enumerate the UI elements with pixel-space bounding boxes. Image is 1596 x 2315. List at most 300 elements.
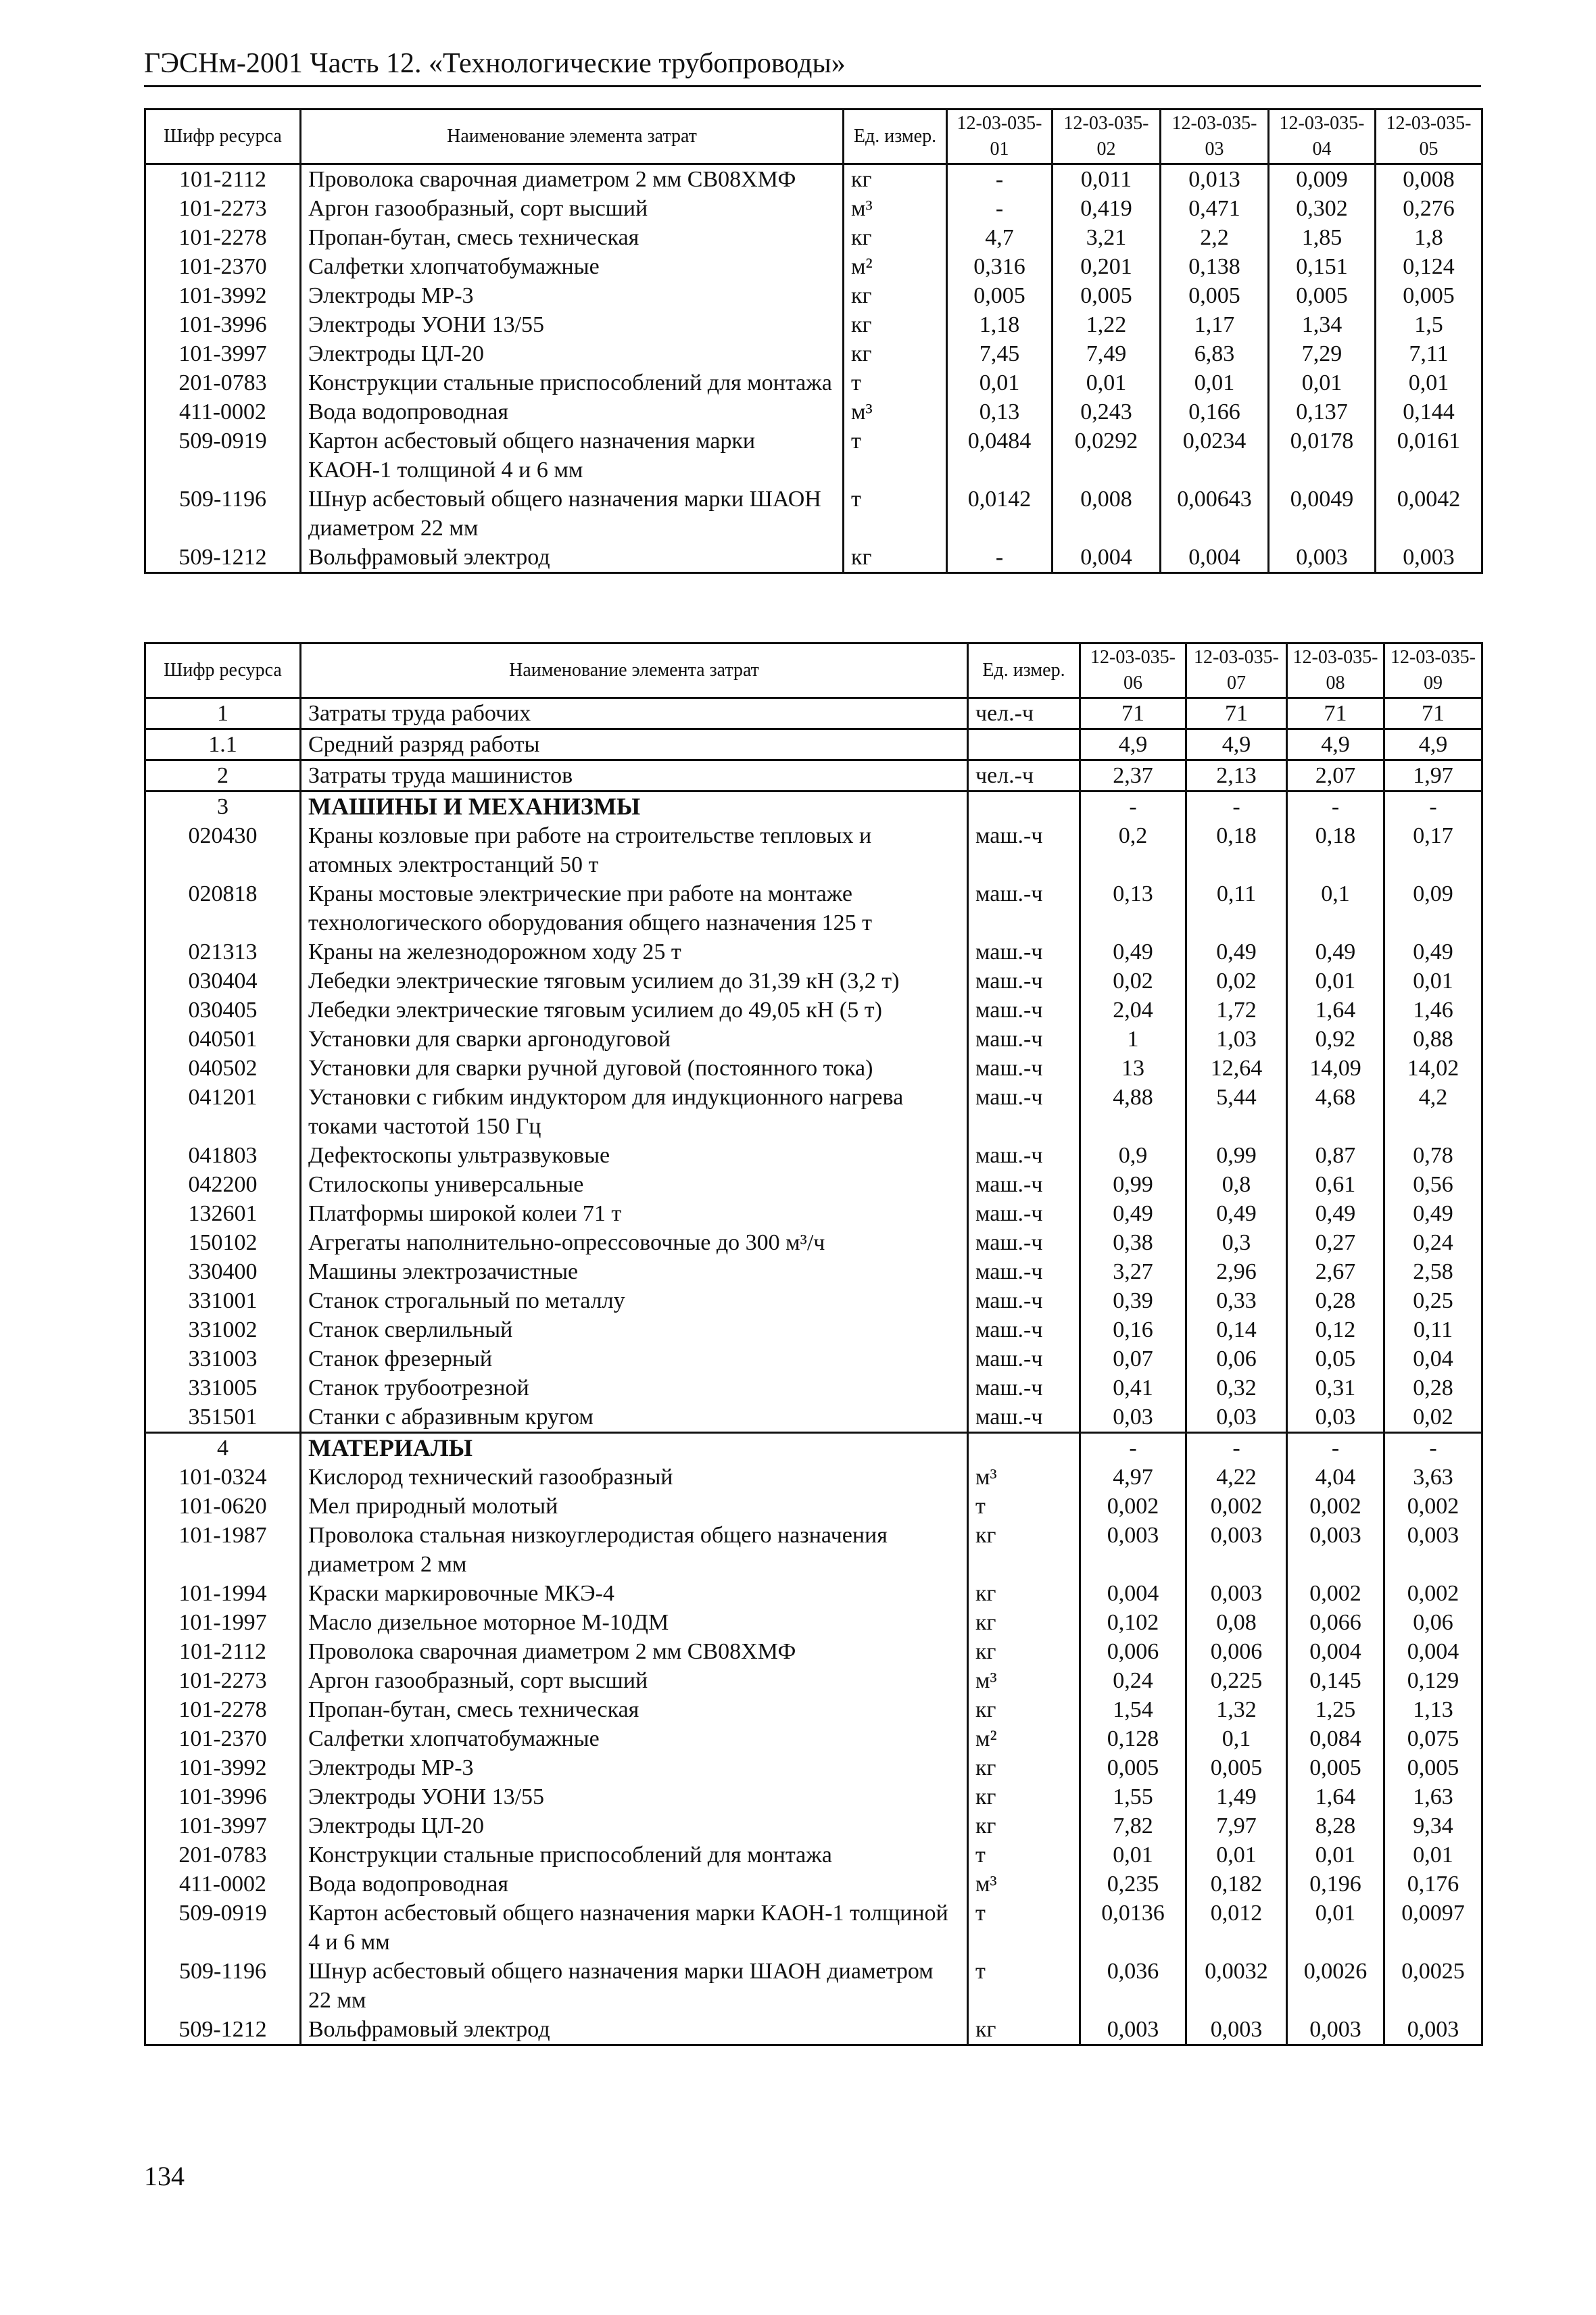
norm-value: 0,24 bbox=[1080, 1666, 1186, 1695]
cost-element-name: Лебедки электрические тяговым усилием до 49,05 кН (5 т) bbox=[301, 996, 968, 1025]
resource-code: 101-1994 bbox=[145, 1579, 301, 1608]
norm-value: 4,22 bbox=[1186, 1463, 1287, 1492]
resource-code: 040502 bbox=[145, 1054, 301, 1083]
table-row bbox=[145, 1286, 1482, 1315]
unit-of-measure: маш.-ч bbox=[968, 1257, 1080, 1286]
norm-value: 0,16 bbox=[1080, 1315, 1186, 1344]
norm-value: 0,01 bbox=[1287, 967, 1384, 996]
norm-value: 3,27 bbox=[1080, 1257, 1186, 1286]
norm-value: 1,18 bbox=[947, 310, 1053, 339]
norm-value: 0,56 bbox=[1384, 1170, 1482, 1199]
norm-value: 0,003 bbox=[1287, 2015, 1384, 2045]
norm-value: 0,137 bbox=[1269, 397, 1376, 427]
table-row bbox=[145, 1083, 1482, 1141]
norm-value: 0,0292 bbox=[1053, 427, 1161, 485]
cost-element-name: Краны мостовые электрические при работе на монтаже технологического оборудования общего назначения 125 т bbox=[301, 879, 968, 937]
norm-value: 2,96 bbox=[1186, 1257, 1287, 1286]
unit-of-measure: т bbox=[844, 368, 947, 397]
cost-element-name: Пропан-бутан, смесь техническая bbox=[301, 1695, 968, 1724]
unit-of-measure: кг bbox=[968, 1579, 1080, 1608]
norm-value: 0,002 bbox=[1287, 1579, 1384, 1608]
cost-element-name: Проволока сварочная диаметром 2 мм СВ08ХМФ bbox=[301, 164, 844, 195]
cost-element-name: Станок фрезерный bbox=[301, 1344, 968, 1373]
norm-value: 14,09 bbox=[1287, 1054, 1384, 1083]
norm-value: 0,243 bbox=[1053, 397, 1161, 427]
norm-value: 0,151 bbox=[1269, 252, 1376, 281]
norm-value: 8,28 bbox=[1287, 1811, 1384, 1841]
cost-element-name: Электроды МР-3 bbox=[301, 1753, 968, 1782]
norm-value: 0,49 bbox=[1186, 937, 1287, 967]
unit-of-measure: м² bbox=[968, 1724, 1080, 1753]
cost-element-name: Электроды УОНИ 13/55 bbox=[301, 1782, 968, 1811]
table-row bbox=[145, 937, 1482, 967]
norm-value: - bbox=[1384, 1433, 1482, 1463]
resource-code: 4 bbox=[145, 1433, 301, 1463]
table-row bbox=[145, 1579, 1482, 1608]
table-row bbox=[145, 164, 1482, 195]
table-row bbox=[145, 1841, 1482, 1870]
unit-of-measure: м³ bbox=[968, 1666, 1080, 1695]
norm-value: 1,34 bbox=[1269, 310, 1376, 339]
norm-value: 0,00643 bbox=[1161, 485, 1269, 543]
norm-value: 0,182 bbox=[1186, 1870, 1287, 1899]
norm-value: 0,01 bbox=[1080, 1841, 1186, 1870]
cost-element-name: Электроды МР-3 bbox=[301, 281, 844, 310]
norm-value: 1,49 bbox=[1186, 1782, 1287, 1811]
norm-value: 0,17 bbox=[1384, 821, 1482, 879]
norm-value: 0,01 bbox=[947, 368, 1053, 397]
norm-value: 7,97 bbox=[1186, 1811, 1287, 1841]
norm-value: 71 bbox=[1287, 698, 1384, 729]
unit-of-measure: кг bbox=[968, 1521, 1080, 1579]
norm-value: 0,005 bbox=[947, 281, 1053, 310]
norm-value: 0,144 bbox=[1376, 397, 1482, 427]
norm-value: 0,003 bbox=[1384, 2015, 1482, 2045]
table-row bbox=[145, 1695, 1482, 1724]
unit-of-measure: т bbox=[844, 485, 947, 543]
norm-value: 0,0042 bbox=[1376, 485, 1482, 543]
table-row bbox=[145, 1025, 1482, 1054]
norm-value: 0,01 bbox=[1269, 368, 1376, 397]
column-header: Наименование элемента затрат bbox=[301, 643, 968, 698]
norm-value: 0,075 bbox=[1384, 1724, 1482, 1753]
norm-value: 12,64 bbox=[1186, 1054, 1287, 1083]
unit-of-measure: маш.-ч bbox=[968, 1199, 1080, 1228]
norm-value: 4,9 bbox=[1287, 729, 1384, 760]
norm-value: 4,2 bbox=[1384, 1083, 1482, 1141]
table-row bbox=[145, 397, 1482, 427]
resource-code: 1.1 bbox=[145, 729, 301, 760]
table-row bbox=[145, 339, 1482, 368]
norm-value: 0,32 bbox=[1186, 1373, 1287, 1403]
cost-element-name: Платформы широкой колеи 71 т bbox=[301, 1199, 968, 1228]
norm-value: 0,006 bbox=[1186, 1637, 1287, 1666]
table-row bbox=[145, 223, 1482, 252]
norm-value: 0,01 bbox=[1384, 967, 1482, 996]
resource-code: 150102 bbox=[145, 1228, 301, 1257]
unit-of-measure: маш.-ч bbox=[968, 1403, 1080, 1433]
norm-value: 1,97 bbox=[1384, 760, 1482, 791]
cost-element-name: Салфетки хлопчатобумажные bbox=[301, 1724, 968, 1753]
norm-value: 0,012 bbox=[1186, 1899, 1287, 1957]
norm-value: 2,2 bbox=[1161, 223, 1269, 252]
norm-value: 0,12 bbox=[1287, 1315, 1384, 1344]
resource-code: 509-1196 bbox=[145, 485, 301, 543]
unit-of-measure: маш.-ч bbox=[968, 1141, 1080, 1170]
norm-value: 0,0097 bbox=[1384, 1899, 1482, 1957]
norm-value: 1,25 bbox=[1287, 1695, 1384, 1724]
table-row bbox=[145, 1141, 1482, 1170]
column-header: Шифр ресурса bbox=[145, 643, 301, 698]
unit-of-measure: маш.-ч bbox=[968, 1373, 1080, 1403]
norm-value: 7,45 bbox=[947, 339, 1053, 368]
unit-of-measure bbox=[968, 791, 1080, 822]
cost-element-name: Вода водопроводная bbox=[301, 397, 844, 427]
norm-value: 0,008 bbox=[1376, 164, 1482, 195]
table-row bbox=[145, 1753, 1482, 1782]
norm-value: 7,29 bbox=[1269, 339, 1376, 368]
norm-value: 0,002 bbox=[1384, 1492, 1482, 1521]
norm-value: 0,01 bbox=[1376, 368, 1482, 397]
cost-element-name: Аргон газообразный, сорт высший bbox=[301, 194, 844, 223]
unit-of-measure: маш.-ч bbox=[968, 996, 1080, 1025]
table-row bbox=[145, 879, 1482, 937]
unit-of-measure: маш.-ч bbox=[968, 1025, 1080, 1054]
norm-value: 0,03 bbox=[1186, 1403, 1287, 1433]
norm-value: 0,005 bbox=[1186, 1753, 1287, 1782]
norm-value: 0,87 bbox=[1287, 1141, 1384, 1170]
column-header: 12-03-035-01 bbox=[947, 109, 1053, 164]
norm-value: 0,39 bbox=[1080, 1286, 1186, 1315]
table-row bbox=[145, 1463, 1482, 1492]
norm-value: 3,63 bbox=[1384, 1463, 1482, 1492]
norm-value: 0,33 bbox=[1186, 1286, 1287, 1315]
norm-value: 0,004 bbox=[1053, 543, 1161, 573]
norm-value: 1,32 bbox=[1186, 1695, 1287, 1724]
norm-value: 0,003 bbox=[1384, 1521, 1482, 1579]
norm-value: 0,005 bbox=[1269, 281, 1376, 310]
cost-element-name: МАШИНЫ И МЕХАНИЗМЫ bbox=[301, 791, 968, 822]
norm-value: 0,31 bbox=[1287, 1373, 1384, 1403]
unit-of-measure: м² bbox=[844, 252, 947, 281]
norm-value: 0,05 bbox=[1287, 1344, 1384, 1373]
resource-code: 101-2112 bbox=[145, 164, 301, 195]
norm-value: 0,004 bbox=[1161, 543, 1269, 573]
table-row bbox=[145, 1344, 1482, 1373]
norm-value: 0,01 bbox=[1161, 368, 1269, 397]
cost-element-name: Дефектоскопы ультразвуковые bbox=[301, 1141, 968, 1170]
norm-value: 0,005 bbox=[1287, 1753, 1384, 1782]
table-row bbox=[145, 1199, 1482, 1228]
resource-code: 101-3992 bbox=[145, 1753, 301, 1782]
unit-of-measure: маш.-ч bbox=[968, 821, 1080, 879]
norm-value: 0,09 bbox=[1384, 879, 1482, 937]
cost-element-name: Установки с гибким индуктором для индукционного нагрева токами частотой 150 Гц bbox=[301, 1083, 968, 1141]
resource-code: 331001 bbox=[145, 1286, 301, 1315]
norm-value: - bbox=[1080, 1433, 1186, 1463]
norm-value: 0,07 bbox=[1080, 1344, 1186, 1373]
cost-element-name: Электроды ЦЛ-20 bbox=[301, 1811, 968, 1841]
norm-value: 1,54 bbox=[1080, 1695, 1186, 1724]
cost-element-name: Масло дизельное моторное М-10ДМ bbox=[301, 1608, 968, 1637]
norm-value: 0,004 bbox=[1384, 1637, 1482, 1666]
cost-element-name: Затраты труда рабочих bbox=[301, 698, 968, 729]
norm-value: 13 bbox=[1080, 1054, 1186, 1083]
resource-code: 330400 bbox=[145, 1257, 301, 1286]
norm-value: 0,49 bbox=[1080, 1199, 1186, 1228]
norm-value: 0,003 bbox=[1186, 1579, 1287, 1608]
norm-value: 0,99 bbox=[1080, 1170, 1186, 1199]
norm-value: 0,41 bbox=[1080, 1373, 1186, 1403]
table-row bbox=[145, 1170, 1482, 1199]
norm-value: 0,003 bbox=[1376, 543, 1482, 573]
norm-value: 0,28 bbox=[1287, 1286, 1384, 1315]
resource-code: 2 bbox=[145, 760, 301, 791]
resource-code: 041803 bbox=[145, 1141, 301, 1170]
norm-value: 0,38 bbox=[1080, 1228, 1186, 1257]
unit-of-measure: маш.-ч bbox=[968, 1054, 1080, 1083]
unit-of-measure: маш.-ч bbox=[968, 1228, 1080, 1257]
cost-element-name: Электроды УОНИ 13/55 bbox=[301, 310, 844, 339]
norm-value: 0,0178 bbox=[1269, 427, 1376, 485]
cost-element-name: Установки для сварки ручной дуговой (постоянного тока) bbox=[301, 1054, 968, 1083]
norm-value: 0,0025 bbox=[1384, 1957, 1482, 2015]
norm-value: 1 bbox=[1080, 1025, 1186, 1054]
unit-of-measure: маш.-ч bbox=[968, 1344, 1080, 1373]
norm-value: 1,5 bbox=[1376, 310, 1482, 339]
resource-code: 020818 bbox=[145, 879, 301, 937]
table-row bbox=[145, 1870, 1482, 1899]
norm-value: 0,99 bbox=[1186, 1141, 1287, 1170]
unit-of-measure: маш.-ч bbox=[968, 967, 1080, 996]
table-row bbox=[145, 996, 1482, 1025]
unit-of-measure: кг bbox=[968, 1753, 1080, 1782]
unit-of-measure: кг bbox=[968, 2015, 1080, 2045]
norm-value: 0,005 bbox=[1376, 281, 1482, 310]
norm-value: 0,28 bbox=[1384, 1373, 1482, 1403]
norm-value: 0,02 bbox=[1186, 967, 1287, 996]
norm-value: 0,0484 bbox=[947, 427, 1053, 485]
section-row bbox=[145, 791, 1482, 822]
table-row bbox=[145, 2015, 1482, 2045]
norm-value: 2,58 bbox=[1384, 1257, 1482, 1286]
unit-of-measure: маш.-ч bbox=[968, 1286, 1080, 1315]
cost-element-name: Краны на железнодорожном ходу 25 т bbox=[301, 937, 968, 967]
resource-code: 101-1997 bbox=[145, 1608, 301, 1637]
norm-value: 0,225 bbox=[1186, 1666, 1287, 1695]
norm-value: 0,005 bbox=[1080, 1753, 1186, 1782]
norm-value: 2,37 bbox=[1080, 760, 1186, 791]
norm-value: 4,97 bbox=[1080, 1463, 1186, 1492]
norm-value: - bbox=[1287, 791, 1384, 822]
unit-of-measure: маш.-ч bbox=[968, 937, 1080, 967]
header-rule bbox=[144, 85, 1481, 87]
norm-value: 0,49 bbox=[1384, 1199, 1482, 1228]
norm-value: 0,08 bbox=[1186, 1608, 1287, 1637]
norm-value: 0,009 bbox=[1269, 164, 1376, 195]
table-row bbox=[145, 821, 1482, 879]
unit-of-measure: кг bbox=[968, 1637, 1080, 1666]
norm-value: 0,011 bbox=[1053, 164, 1161, 195]
column-header: Шифр ресурса bbox=[145, 109, 301, 164]
table-row bbox=[145, 1492, 1482, 1521]
unit-of-measure: кг bbox=[844, 339, 947, 368]
norm-value: 0,0136 bbox=[1080, 1899, 1186, 1957]
cost-element-name: Вольфрамовый электрод bbox=[301, 543, 844, 573]
resource-code: 101-2278 bbox=[145, 1695, 301, 1724]
norm-value: 0,002 bbox=[1186, 1492, 1287, 1521]
norm-value: 4,68 bbox=[1287, 1083, 1384, 1141]
norm-value: 1,55 bbox=[1080, 1782, 1186, 1811]
column-header: 12-03-035-04 bbox=[1269, 109, 1376, 164]
column-header: 12-03-035-08 bbox=[1287, 643, 1384, 698]
section-row bbox=[145, 1433, 1482, 1463]
resource-code: 509-0919 bbox=[145, 1899, 301, 1957]
norm-value: 1,03 bbox=[1186, 1025, 1287, 1054]
norm-value: 0,01 bbox=[1384, 1841, 1482, 1870]
cost-element-name: Станок строгальный по металлу bbox=[301, 1286, 968, 1315]
norm-value: 6,83 bbox=[1161, 339, 1269, 368]
unit-of-measure: кг bbox=[844, 543, 947, 573]
resource-code: 331003 bbox=[145, 1344, 301, 1373]
norm-value: 0,49 bbox=[1080, 937, 1186, 967]
column-header: 12-03-035-02 bbox=[1053, 109, 1161, 164]
resource-code: 030405 bbox=[145, 996, 301, 1025]
cost-element-name: Краски маркировочные МКЭ-4 bbox=[301, 1579, 968, 1608]
resource-code: 041201 bbox=[145, 1083, 301, 1141]
table-row bbox=[145, 427, 1482, 485]
column-header: Ед. измер. bbox=[968, 643, 1080, 698]
resource-code: 101-3997 bbox=[145, 339, 301, 368]
norm-value: 0,128 bbox=[1080, 1724, 1186, 1753]
resource-code: 509-1212 bbox=[145, 2015, 301, 2045]
norm-value: 0,49 bbox=[1287, 937, 1384, 967]
resource-code: 101-3997 bbox=[145, 1811, 301, 1841]
table-row bbox=[145, 729, 1482, 760]
table-header-row bbox=[145, 643, 1482, 698]
norm-value: 0,03 bbox=[1080, 1403, 1186, 1433]
norm-value: 0,9 bbox=[1080, 1141, 1186, 1170]
norm-value: 0,002 bbox=[1080, 1492, 1186, 1521]
norm-value: 14,02 bbox=[1384, 1054, 1482, 1083]
norm-value: 0,002 bbox=[1384, 1579, 1482, 1608]
norm-value: 0,27 bbox=[1287, 1228, 1384, 1257]
resource-code: 331002 bbox=[145, 1315, 301, 1344]
norm-value: - bbox=[947, 194, 1053, 223]
norm-value: 0,124 bbox=[1376, 252, 1482, 281]
norm-value: 0,1 bbox=[1186, 1724, 1287, 1753]
norm-value: 0,0234 bbox=[1161, 427, 1269, 485]
column-header: Ед. измер. bbox=[844, 109, 947, 164]
resource-code: 101-3992 bbox=[145, 281, 301, 310]
cost-element-name: Картон асбестовый общего назначения марки КАОН-1 толщиной 4 и 6 мм bbox=[301, 427, 844, 485]
norm-value: 0,8 bbox=[1186, 1170, 1287, 1199]
norm-value: 1,85 bbox=[1269, 223, 1376, 252]
norm-value: 0,18 bbox=[1287, 821, 1384, 879]
cost-element-name: Конструкции стальные приспособлений для монтажа bbox=[301, 1841, 968, 1870]
resource-code: 3 bbox=[145, 791, 301, 822]
unit-of-measure: маш.-ч bbox=[968, 1315, 1080, 1344]
norm-value: 0,0142 bbox=[947, 485, 1053, 543]
cost-element-name: Пропан-бутан, смесь техническая bbox=[301, 223, 844, 252]
table-row bbox=[145, 1666, 1482, 1695]
cost-element-name: Машины электрозачистные bbox=[301, 1257, 968, 1286]
norm-value: 0,471 bbox=[1161, 194, 1269, 223]
unit-of-measure: т bbox=[968, 1957, 1080, 2015]
cost-element-name: Салфетки хлопчатобумажные bbox=[301, 252, 844, 281]
norm-value: 1,17 bbox=[1161, 310, 1269, 339]
resource-code: 411-0002 bbox=[145, 397, 301, 427]
resource-code: 101-2273 bbox=[145, 194, 301, 223]
table-row bbox=[145, 1899, 1482, 1957]
norm-value: 0,88 bbox=[1384, 1025, 1482, 1054]
norm-value: - bbox=[1384, 791, 1482, 822]
norm-value: 71 bbox=[1080, 698, 1186, 729]
resource-code: 040501 bbox=[145, 1025, 301, 1054]
norm-value: 0,49 bbox=[1384, 937, 1482, 967]
cost-element-name: Затраты труда машинистов bbox=[301, 760, 968, 791]
unit-of-measure: кг bbox=[844, 281, 947, 310]
norm-value: 1,22 bbox=[1053, 310, 1161, 339]
cost-element-name: Краны козловые при работе на строительстве тепловых и атомных электростанций 50 т bbox=[301, 821, 968, 879]
unit-of-measure bbox=[968, 729, 1080, 760]
resource-code: 020430 bbox=[145, 821, 301, 879]
norm-value: 0,003 bbox=[1269, 543, 1376, 573]
norm-value: 0,06 bbox=[1384, 1608, 1482, 1637]
table-row bbox=[145, 194, 1482, 223]
norm-value: 0,11 bbox=[1186, 879, 1287, 937]
unit-of-measure: маш.-ч bbox=[968, 1170, 1080, 1199]
norm-value: - bbox=[1186, 791, 1287, 822]
norm-value: 0,196 bbox=[1287, 1870, 1384, 1899]
norm-value: 0,084 bbox=[1287, 1724, 1384, 1753]
norm-value: 0,201 bbox=[1053, 252, 1161, 281]
cost-element-name: Станки с абразивным кругом bbox=[301, 1403, 968, 1433]
cost-element-name: МАТЕРИАЛЫ bbox=[301, 1433, 968, 1463]
cost-element-name: Средний разряд работы bbox=[301, 729, 968, 760]
norm-value: 0,006 bbox=[1080, 1637, 1186, 1666]
resource-code: 101-2370 bbox=[145, 1724, 301, 1753]
norm-value: 5,44 bbox=[1186, 1083, 1287, 1141]
table-row bbox=[145, 252, 1482, 281]
norm-value: 0,49 bbox=[1186, 1199, 1287, 1228]
norm-value: 2,07 bbox=[1287, 760, 1384, 791]
unit-of-measure: маш.-ч bbox=[968, 1083, 1080, 1141]
norm-value: 1,8 bbox=[1376, 223, 1482, 252]
cost-element-name: Мел природный молотый bbox=[301, 1492, 968, 1521]
unit-of-measure: т bbox=[844, 427, 947, 485]
table-row bbox=[145, 1608, 1482, 1637]
norm-value: 2,13 bbox=[1186, 760, 1287, 791]
norm-value: 0,316 bbox=[947, 252, 1053, 281]
cost-element-name: Кислород технический газообразный bbox=[301, 1463, 968, 1492]
column-header: Наименование элемента затрат bbox=[301, 109, 844, 164]
unit-of-measure: кг bbox=[968, 1695, 1080, 1724]
norm-value: 0,25 bbox=[1384, 1286, 1482, 1315]
table-row bbox=[145, 1054, 1482, 1083]
table-row bbox=[145, 310, 1482, 339]
resource-code: 201-0783 bbox=[145, 368, 301, 397]
table-row bbox=[145, 485, 1482, 543]
unit-of-measure: маш.-ч bbox=[968, 879, 1080, 937]
resource-code: 351501 bbox=[145, 1403, 301, 1433]
norm-value: 0,066 bbox=[1287, 1608, 1384, 1637]
page-number: 134 bbox=[144, 2161, 185, 2191]
unit-of-measure bbox=[968, 1433, 1080, 1463]
norm-value: - bbox=[1287, 1433, 1384, 1463]
norm-value: 0,002 bbox=[1287, 1492, 1384, 1521]
resource-code: 101-3996 bbox=[145, 310, 301, 339]
